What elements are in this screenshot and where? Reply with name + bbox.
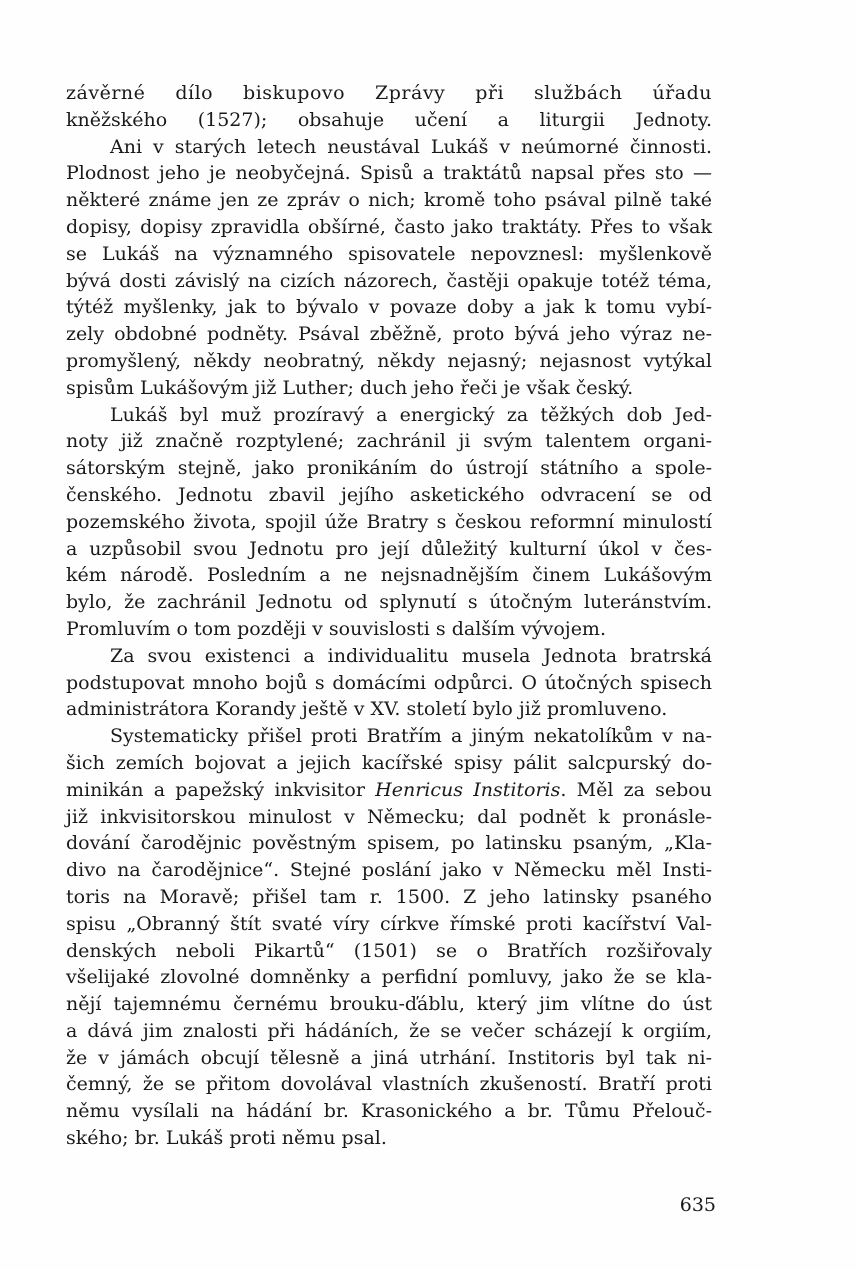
text-line: kněžského (1527); obsahuje učení a liturgii Jednoty. [66, 108, 712, 131]
text-line: spisu „Obranný štít svaté víry církve římské proti kacířství Val- [66, 912, 712, 935]
page-number: 635 [679, 1194, 716, 1216]
text-line: kém národě. Posledním a ne nejsnadnějším činem Lukášovým [66, 564, 712, 587]
text-line: sátorským stejně, jako pronikáním do ústrojí státního a spole- [66, 457, 712, 480]
paragraph-start-line: Systematicky přišel proti Bratřím a jiným nekatolíkům v na- [110, 725, 712, 748]
text-line: závěrné dílo biskupovo Zprávy při službách úřadu [66, 82, 712, 104]
italic-name: Henricus Institoris [375, 778, 561, 801]
text-line: denských neboli Pikartů“ (1501) se o Bratřích rozšiřovaly [66, 939, 712, 962]
text-line: pozemského života, spojil úže Bratry s českou reformní minulostí [66, 510, 712, 533]
text-line: promyšlený, někdy neobratný, někdy nejasný; nejasnost vytýkal [66, 349, 712, 372]
text-line: a uzpůsobil svou Jednotu pro její důležitý kulturní úkol v čes- [66, 537, 712, 560]
text-line: dování čarodějnic pověstným spisem, po latinsku psaným, „Kla- [66, 832, 712, 855]
paragraph-end-line: administrátora Korandy ještě v XV. století bylo již promluveno. [66, 698, 668, 721]
text-line: nějí tajemnému černému brouku-ďáblu, který jim vlítne do úst [66, 993, 712, 1016]
text-line: noty již značně rozptylené; zachránil ji svým talentem organi- [66, 430, 712, 453]
text-line: čenského. Jednotu zbavil jejího asketického odvracení se od [66, 483, 712, 506]
text-line: některé známe jen ze zpráv o nich; kromě toho psával pilně také [66, 189, 712, 212]
text-line: divo na čarodějnice“. Stejné poslání jako v Německu měl Insti- [66, 859, 712, 882]
text-line: týtéž myšlenky, jak to bývalo v povaze doby a jak k tomu vybí- [66, 296, 712, 319]
paragraph-start-line: Za svou existenci a individualitu musela Jednota bratrská [110, 644, 712, 667]
body-text [66, 80, 712, 1152]
text-line: Plodnost jeho je neobyčejná. Spisů a traktátů napsal přes sto — [66, 162, 712, 185]
text-line: dopisy, dopisy zpravidla obšírné, často jako traktáty. Přes to však [66, 215, 712, 238]
text-line: již inkvisitorskou minulost v Německu; dal podnět k pronásle- [66, 805, 712, 828]
paragraph-end-line: spisům Lukášovým již Luther; duch jeho řeči je však český. [66, 376, 634, 399]
text-line: všelijaké zlovolné domněnky a perfidní pomluvy, jako že se kla- [66, 966, 712, 989]
text-line: toris na Moravě; přišel tam r. 1500. Z jeho latinsky psaného [66, 885, 712, 908]
text-line: že v jámách obcují tělesně a jiná utrhání. Institoris byl tak ni- [66, 1046, 712, 1069]
text-line: němu vysílali na hádání br. Krasonického a br. Tůmu Přelouč- [66, 1100, 712, 1123]
text-line: a dává jim znalosti při hádáních, že se večer scházejí k orgiím, [66, 1019, 712, 1042]
text-line: čemný, že se přitom dovolával vlastních zkušeností. Bratří proti [66, 1073, 712, 1096]
text-line: se Lukáš na významného spisovatele nepovznesl: myšlenkově [66, 242, 712, 265]
paragraph-end-line: ského; br. Lukáš proti němu psal. [66, 1127, 387, 1150]
text-line: podstupovat mnoho bojů s domácími odpůrci. O útočných spisech [66, 671, 712, 694]
text-line: šich zemích bojovat a jejich kacířské spisy pálit salcpurský do- [66, 751, 712, 774]
text-line: bylo, že zachránil Jednotu od splynutí s útočným luteránstvím. [66, 591, 712, 614]
text-line: minikán a papežský inkvisitor Henricus Institoris. Měl za sebou [66, 778, 712, 801]
paragraph-end-line: Promluvím o tom později v souvislosti s dalším vývojem. [66, 617, 606, 640]
paragraph-start-line: Ani v starých letech neustával Lukáš v neúmorné činnosti. [110, 135, 712, 158]
paragraph-start-line: Lukáš byl muž prozíravý a energický za těžkých dob Jed- [110, 403, 712, 426]
text-line: bývá dosti závislý na cizích názorech, častěji opakuje totéž téma, [66, 269, 712, 292]
text-line: zely obdobné podněty. Psával zběžně, proto bývá jeho výraz ne- [66, 323, 712, 346]
